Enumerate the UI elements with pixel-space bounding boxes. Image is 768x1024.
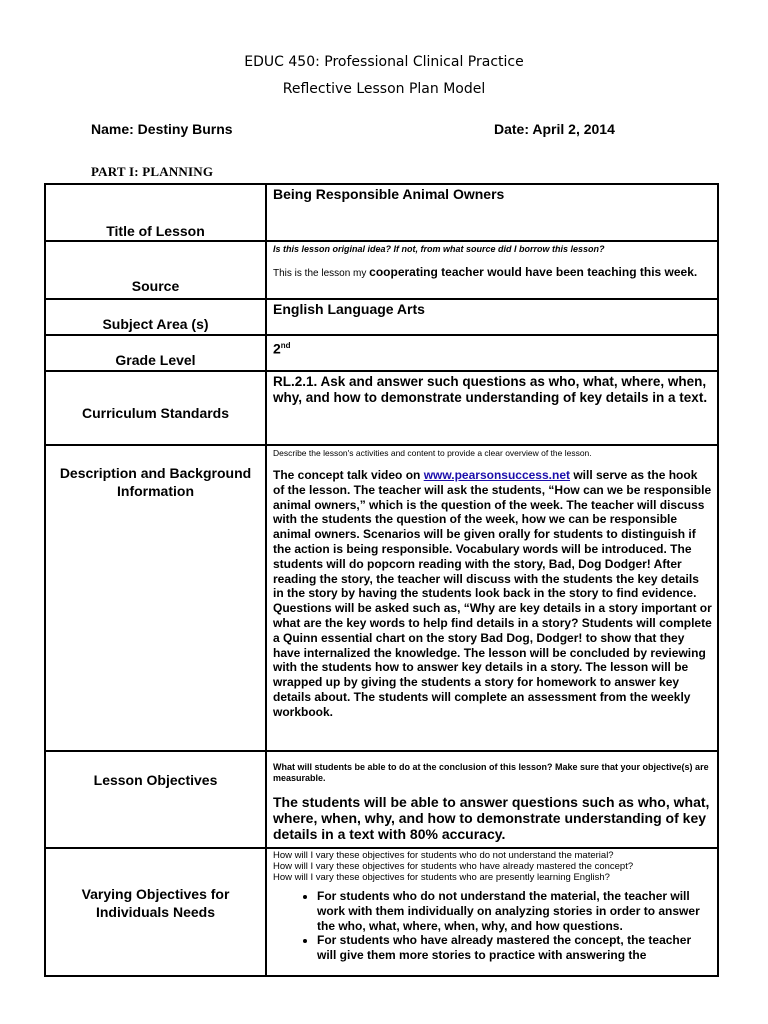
part-heading: PART I: PLANNING bbox=[91, 164, 214, 179]
grade-value-cell bbox=[266, 335, 718, 371]
objectives-value-cell bbox=[266, 751, 718, 848]
varying-value-cell bbox=[266, 848, 718, 976]
varying-bullet-list bbox=[273, 889, 712, 963]
description-paragraph-1: The concept talk video on www.pearsonsuccess.net will serve as the hook of the lesson. The teacher will ask the students, “How can we be responsible animal owners,” which is the question of the week. The teacher will discuss with the students the question of the week, how we can be responsible animal owners. Scenarios will be given orally for students to distinguish if the action is being responsible. Vocabulary words will be introduced. The students will do popcorn reading with the story, Bad, Dog Dodger! After reading the story, the teacher will discuss with the students the key details in the story by having the students look back in the story to find evidence. bbox=[273, 468, 712, 601]
list-item: • For students who have already mastered the concept, the teacher will give them more stories to practice with answering the bbox=[317, 933, 712, 963]
standards-value: RL.2.1. Ask and answer such questions as who, what, where, when, why, and how to demonstrate understanding of key details in a text. bbox=[273, 374, 708, 405]
grade-value: 2nd bbox=[273, 340, 291, 357]
varying-prompt-2: How will I vary these objectives for students who have already mastered the concept? bbox=[273, 861, 634, 872]
table-row-title bbox=[45, 184, 718, 241]
student-name: Name: Destiny Burns bbox=[91, 121, 233, 137]
varying-prompt-3: How will I vary these objectives for students who are presently learning English? bbox=[273, 872, 610, 883]
lesson-date: Date: April 2, 2014 bbox=[494, 121, 615, 137]
row-label-cell bbox=[45, 241, 266, 299]
grade-label: Grade Level bbox=[115, 352, 196, 368]
objectives-label: Lesson Objectives bbox=[93, 772, 218, 788]
row-label-cell bbox=[45, 335, 266, 371]
subject-value: English Language Arts bbox=[273, 301, 425, 317]
subject-label: Subject Area (s) bbox=[102, 316, 209, 332]
title-label: Title of Lesson bbox=[106, 223, 205, 239]
row-label-cell bbox=[45, 299, 266, 335]
source-value-cell bbox=[266, 241, 718, 299]
source-prompt: Is this lesson original idea? If not, from what source did I borrow this lesson? bbox=[273, 244, 605, 254]
varying-prompt-1: How will I vary these objectives for students who do not understand the material? bbox=[273, 850, 614, 861]
standards-label: Curriculum Standards bbox=[81, 405, 230, 421]
lesson-title: Being Responsible Animal Owners bbox=[273, 186, 505, 202]
table-row-grade bbox=[45, 335, 718, 371]
document-subtitle: Reflective Lesson Plan Model bbox=[282, 81, 486, 97]
description-paragraph-2: Questions will be asked such as, “Why are key details in a story important or what are the key words to help find details in a story? Students will complete a Quinn essential chart on the story Bad Dog, Dodger! to show that they have internalized the knowledge. The lesson will be concluded by reviewing with the students how to answer key details in a story. The lesson will be wrapped up by giving the students a story for homework to answer key details about. The students will complete an assessment from the weekly workbook. bbox=[273, 601, 712, 719]
table-row-subject bbox=[45, 299, 718, 335]
table-row-source bbox=[45, 241, 718, 299]
table-row-objectives bbox=[45, 751, 718, 848]
lesson-plan-table bbox=[44, 183, 719, 977]
objectives-prompt: What will students be able to do at the conclusion of this lesson? Make sure that your objective(s) are measurable. bbox=[273, 762, 709, 783]
standards-value-cell bbox=[266, 371, 718, 445]
row-label-cell bbox=[45, 371, 266, 445]
row-label-cell bbox=[45, 751, 266, 848]
source-answer: This is the lesson my cooperating teacher would have been teaching this week. bbox=[273, 265, 698, 279]
table-row-description bbox=[45, 445, 718, 751]
table-row-varying bbox=[45, 848, 718, 976]
description-value-cell bbox=[266, 445, 718, 751]
list-item: • For students who do not understand the material, the teacher will work with them individually on analyzing stories in order to answer the who, what, where, when, why, and how questions. bbox=[317, 889, 712, 933]
pearson-link[interactable]: www.pearsonsuccess.net bbox=[423, 468, 570, 482]
row-label-cell bbox=[45, 445, 266, 751]
objectives-value: The students will be able to answer questions such as who, what, where, when, why, and how to demonstrate understanding of key details in a text with 80% accuracy. bbox=[273, 794, 710, 842]
varying-label: Varying Objectives for Individuals Needs bbox=[81, 886, 230, 920]
subject-value-cell bbox=[266, 299, 718, 335]
title-value-cell bbox=[266, 184, 718, 241]
table-row-standards bbox=[45, 371, 718, 445]
document-title: EDUC 450: Professional Clinical Practice bbox=[244, 54, 524, 70]
row-label-cell bbox=[45, 848, 266, 976]
row-label-cell bbox=[45, 184, 266, 241]
description-prompt: Describe the lesson's activities and content to provide a clear overview of the lesson. bbox=[273, 448, 592, 458]
description-label: Description and Background Information bbox=[59, 465, 252, 499]
source-label: Source bbox=[131, 278, 180, 294]
